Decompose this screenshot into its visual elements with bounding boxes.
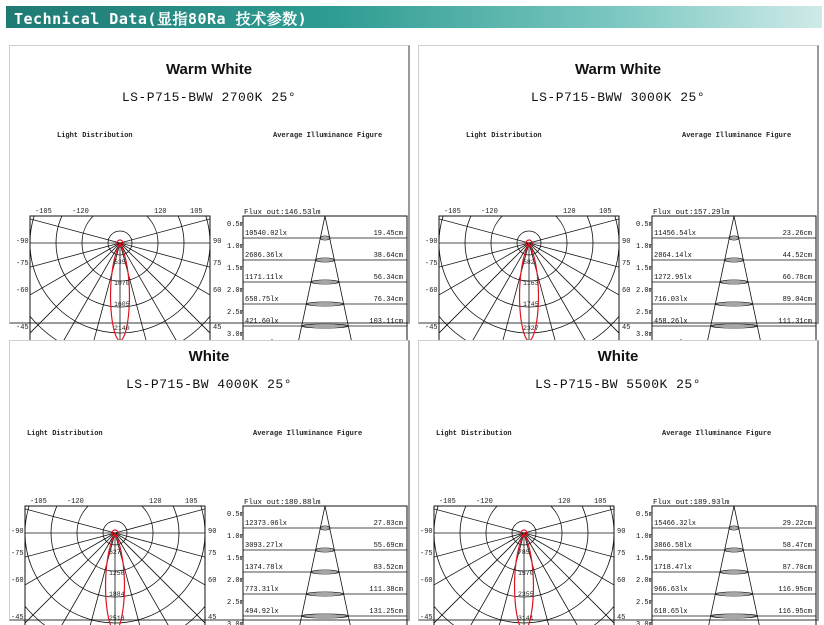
polar-right-label: 60 [208, 577, 217, 585]
polar-top-label: -120 [72, 208, 89, 216]
lux-value: 618.65lx [654, 608, 688, 616]
card-model: LS-P715-BWW 2700K 25° [121, 90, 297, 105]
polar-top-label: 105 [599, 208, 612, 216]
distance-label: 1.0m [227, 243, 244, 251]
diameter-value: 19.45cm [373, 230, 403, 238]
lux-value: 15466.32lx [654, 520, 697, 528]
diameter-value: 111.38cm [369, 586, 403, 594]
light-distribution-chart [419, 164, 631, 332]
distance-label: 0.5m [636, 511, 653, 519]
polar-right-label: 90 [617, 528, 626, 536]
polar-value-label: 582 [523, 259, 535, 266]
diameter-value: 103.11cm [369, 318, 403, 326]
distance-label: 1.0m [636, 243, 653, 251]
polar-top-label: -120 [476, 498, 493, 506]
polar-radial-line [524, 533, 591, 625]
polar-radial-line [457, 533, 524, 625]
polar-left-label: -90 [420, 528, 433, 536]
diameter-value: 44.52cm [782, 252, 812, 260]
lux-value: 658.75lx [245, 296, 279, 304]
polar-value-label: 1570 [518, 570, 534, 577]
lux-value: 3866.58lx [654, 542, 692, 550]
polar-value-label: 1605 [114, 301, 130, 308]
distance-label: 2.0m [227, 287, 244, 295]
diameter-value: 29.22cm [782, 520, 812, 528]
card-model: LS-P715-BWW 3000K 25° [530, 90, 706, 105]
polar-top-label: 120 [563, 208, 576, 216]
polar-top-label: -105 [35, 208, 52, 216]
polar-top-label: 105 [185, 498, 198, 506]
distance-label: 3.0m [636, 621, 653, 625]
polar-value-label: 1070 [114, 280, 130, 287]
polar-top-label: 105 [594, 498, 607, 506]
card-title: White [188, 348, 230, 365]
polar-right-label: 60 [617, 577, 626, 585]
polar-value-label: 2327 [523, 325, 539, 332]
page-header [0, 0, 824, 32]
polar-right-label: 75 [617, 550, 626, 558]
diameter-value: 89.04cm [782, 296, 812, 304]
diameter-value: 66.78cm [782, 274, 812, 282]
polar-value-label: 1163 [523, 280, 539, 287]
polar-left-label: -90 [11, 528, 24, 536]
polar-left-label: -75 [11, 550, 24, 558]
flux-label: Flux out:146.53lm [244, 209, 321, 217]
polar-left-label: -90 [425, 238, 438, 246]
light-distribution-label: Light Distribution [466, 132, 542, 140]
spec-card [418, 45, 819, 339]
distance-label: 2.5m [227, 599, 244, 607]
diameter-value: 111.31cm [778, 318, 812, 326]
distance-label: 0.5m [227, 511, 244, 519]
polar-top-label: -105 [30, 498, 47, 506]
cone-edge [297, 506, 325, 625]
polar-value-label: 2140 [114, 325, 130, 332]
distance-label: 1.5m [227, 265, 244, 273]
header-bar [6, 6, 822, 28]
polar-left-label: -60 [11, 577, 24, 585]
light-distribution-label: Light Distribution [57, 132, 133, 140]
distance-label: 1.5m [636, 265, 653, 273]
distance-label: 2.5m [636, 599, 653, 607]
diameter-value: 116.95cm [778, 586, 812, 594]
polar-left-label: -60 [425, 287, 438, 295]
polar-top-label: -105 [439, 498, 456, 506]
polar-left-label: -45 [11, 614, 24, 622]
card-title: Warm White [574, 61, 662, 78]
light-distribution-label: Light Distribution [27, 430, 103, 438]
polar-right-label: 90 [622, 238, 631, 246]
distance-label: 3.0m [227, 621, 244, 625]
lux-value: 458.26lx [654, 318, 688, 326]
polar-radial-line [0, 466, 115, 533]
polar-radial-line [0, 176, 120, 243]
polar-value-label: 627 [109, 549, 121, 556]
distance-label: 1.5m [636, 555, 653, 563]
light-distribution-chart [5, 454, 217, 622]
diameter-value: 87.70cm [782, 564, 812, 572]
polar-left-label: -60 [16, 287, 29, 295]
card-model: LS-P715-BW 4000K 25° [125, 377, 293, 392]
diameter-value: 27.83cm [373, 520, 403, 528]
polar-left-label: -45 [420, 614, 433, 622]
polar-top-label: 105 [190, 208, 203, 216]
avg-illuminance-label: Average Illuminance Figure [253, 430, 363, 438]
polar-left-label: -75 [425, 260, 438, 268]
diameter-value: 131.25cm [369, 608, 403, 616]
distance-label: 3.0m [636, 331, 653, 339]
lux-value: 773.31lx [245, 586, 279, 594]
polar-value-label: 2355 [518, 591, 534, 598]
diameter-value: 56.34cm [373, 274, 403, 282]
polar-right-label: 90 [213, 238, 222, 246]
cone-edge [734, 506, 762, 625]
polar-value-label: 1745 [523, 301, 539, 308]
polar-value-label: 785 [518, 549, 530, 556]
lux-value: 2606.36lx [245, 252, 283, 260]
lux-value: 3093.27lx [245, 542, 283, 550]
card-title: White [597, 348, 639, 365]
light-distribution-chart [414, 454, 626, 622]
polar-left-label: -75 [16, 260, 29, 268]
spec-card [9, 340, 410, 625]
polar-left-label: -45 [16, 324, 29, 332]
illuminance-chart [616, 164, 816, 339]
diameter-value: 38.64cm [373, 252, 403, 260]
polar-top-label: -120 [67, 498, 84, 506]
flux-label: Flux out:180.88lm [244, 499, 321, 507]
polar-top-label: -120 [481, 208, 498, 216]
lux-value: 1374.78lx [245, 564, 283, 572]
flux-label: Flux out:189.93lm [653, 499, 730, 507]
polar-radial-line [115, 533, 182, 625]
avg-illuminance-label: Average Illuminance Figure [273, 132, 383, 140]
polar-value-label: 2513 [109, 615, 125, 622]
cone-edge [325, 506, 353, 625]
polar-right-label: 60 [213, 287, 222, 295]
distance-label: 1.0m [227, 533, 244, 541]
spec-card [9, 45, 410, 339]
polar-right-label: 75 [208, 550, 217, 558]
polar-value-label: 1884 [109, 591, 125, 598]
polar-top-label: 120 [149, 498, 162, 506]
polar-right-label: 45 [208, 614, 217, 622]
distance-label: 0.5m [636, 221, 653, 229]
diameter-value: 58.47cm [782, 542, 812, 550]
polar-right-label: 45 [622, 324, 631, 332]
distance-label: 1.5m [227, 555, 244, 563]
polar-right-label: 45 [213, 324, 222, 332]
lux-value: 12373.06lx [245, 520, 288, 528]
illuminance-chart [207, 164, 407, 339]
polar-right-label: 75 [213, 260, 222, 268]
diameter-value: 55.69cm [373, 542, 403, 550]
polar-left-label: -45 [425, 324, 438, 332]
distance-label: 1.0m [636, 533, 653, 541]
lux-value: 11456.54lx [654, 230, 697, 238]
lux-value: 1171.11lx [245, 274, 283, 282]
polar-value-label: 3141 [518, 615, 534, 622]
polar-right-label: 60 [622, 287, 631, 295]
diameter-value: 116.95cm [778, 608, 812, 616]
polar-radial-line [394, 533, 524, 625]
avg-illuminance-label: Average Illuminance Figure [662, 430, 772, 438]
lux-value: 494.92lx [245, 608, 279, 616]
polar-value-label: 535 [114, 259, 126, 266]
lux-value: 966.63lx [654, 586, 688, 594]
distance-label: 2.5m [636, 309, 653, 317]
distance-label: 2.0m [636, 577, 653, 585]
light-distribution-label: Light Distribution [436, 430, 512, 438]
diameter-value: 83.52cm [373, 564, 403, 572]
lux-value: 421.60lx [245, 318, 279, 326]
spec-card [418, 340, 819, 625]
polar-left-label: -60 [420, 577, 433, 585]
card-model: LS-P715-BW 5500K 25° [534, 377, 702, 392]
distance-label: 2.5m [227, 309, 244, 317]
diameter-value: 76.34cm [373, 296, 403, 304]
card-title: Warm White [165, 61, 253, 78]
light-distribution-chart [10, 164, 222, 332]
lux-value: 1272.95lx [654, 274, 692, 282]
distance-label: 0.5m [227, 221, 244, 229]
polar-top-label: 120 [154, 208, 167, 216]
diameter-value: 23.26cm [782, 230, 812, 238]
cone-edge [706, 506, 734, 625]
avg-illuminance-label: Average Illuminance Figure [682, 132, 792, 140]
polar-value-label: 1256 [109, 570, 125, 577]
polar-left-label: -75 [420, 550, 433, 558]
polar-top-label: 120 [558, 498, 571, 506]
polar-left-label: -90 [16, 238, 29, 246]
lux-value: 10540.02lx [245, 230, 288, 238]
page-title: Technical Data(显指80Ra 技术参数) [14, 10, 308, 28]
polar-right-label: 90 [208, 528, 217, 536]
polar-top-label: -105 [444, 208, 461, 216]
distance-label: 2.0m [636, 287, 653, 295]
polar-right-label: 45 [617, 614, 626, 622]
lux-value: 716.03lx [654, 296, 688, 304]
lux-value: 1718.47lx [654, 564, 692, 572]
polar-radial-line [48, 533, 115, 625]
polar-right-label: 75 [622, 260, 631, 268]
lux-value: 2864.14lx [654, 252, 692, 260]
distance-label: 2.0m [227, 577, 244, 585]
distance-label: 3.0m [227, 331, 244, 339]
flux-label: Flux out:157.29lm [653, 209, 730, 217]
